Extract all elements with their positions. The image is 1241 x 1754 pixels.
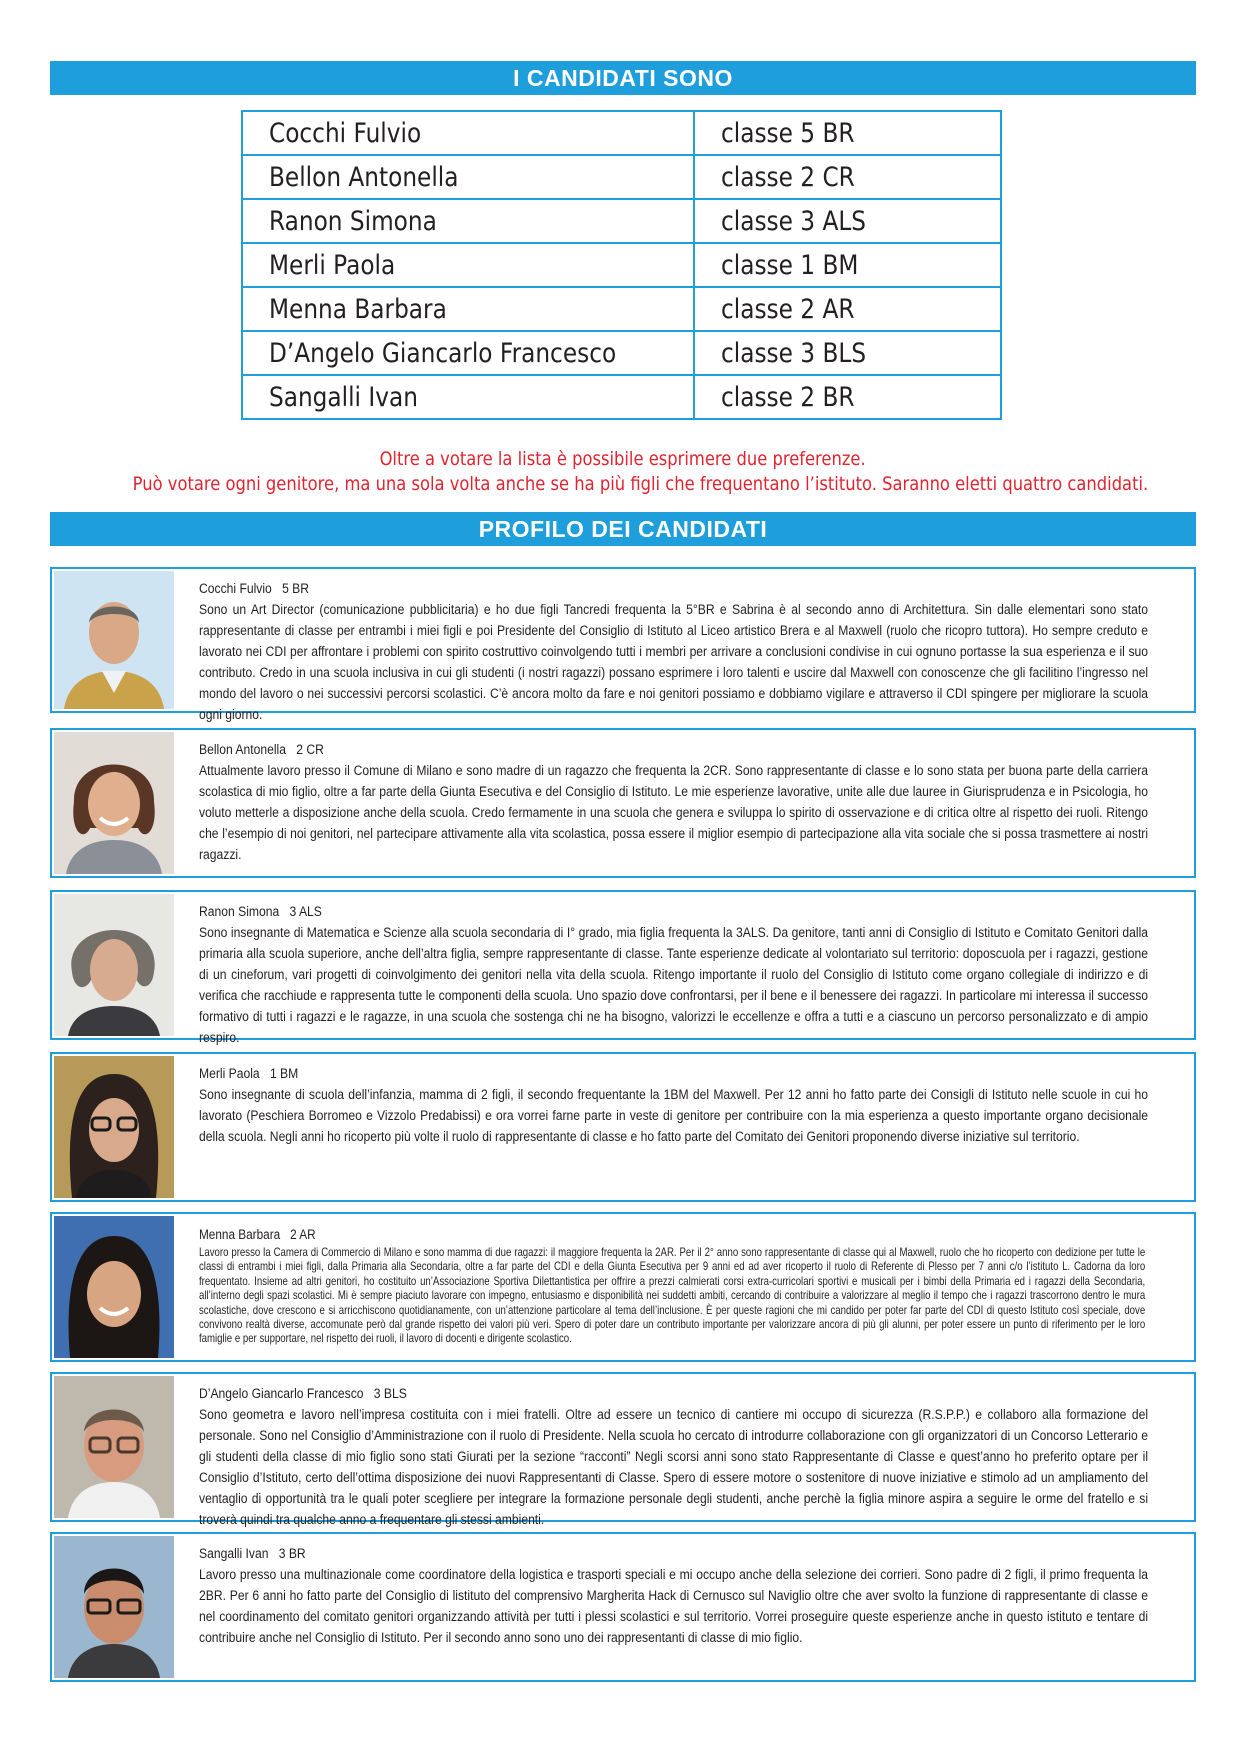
profile-name: D’Angelo Giancarlo Francesco [199,1386,364,1402]
portrait-image [54,1216,174,1358]
profile-card [50,1212,1196,1362]
profile-text [199,1384,1148,1532]
candidate-class: classe 2 CR [721,161,855,193]
profile-class: 3 BR [278,1546,306,1562]
table-row [242,243,1001,287]
profile-text [199,1224,1145,1347]
profile-text [199,902,1148,1050]
candidate-name: Ranon Simona [269,205,437,237]
candidate-photo [54,1216,174,1358]
candidates-header [50,61,1196,95]
profiles-header [50,512,1196,546]
candidate-class: classe 2 AR [721,293,855,325]
candidate-photo [54,894,174,1036]
candidate-class: classe 5 BR [721,117,855,149]
candidate-photo [54,571,174,709]
candidate-name: Bellon Antonella [269,161,459,193]
table-row [242,199,1001,243]
candidates-header-text: I CANDIDATI SONO [513,64,733,91]
candidate-photo [54,1536,174,1678]
profile-name: Cocchi Fulvio [199,581,272,597]
profile-name: Menna Barbara [199,1227,281,1243]
profile-name: Ranon Simona [199,904,280,920]
table-row [242,375,1001,419]
profile-class: 2 AR [290,1227,316,1243]
profile-class: 2 CR [296,742,324,758]
portrait-image [54,1536,174,1678]
profile-description: Sono insegnante di Matematica e Scienze alla scuola secondaria di I° grado, mia figlia frequenta la 3ALS. Da genitore, tanti anni di Consiglio di Istituto e Comitato Genitori dalla primaria alla scuola superiore, anche dell’altra figlia, sempre rappresentante di classe. Tante esperienze dedicate al volontariato sul territorio: doposcuola per i ragazzi, gestione di un cineforum, vari progetti di coinvolgimento dei genitori nella vita della scuola. Ritengo importante il ruolo del Consiglio di Istituto come organo collegiale di indirizzo e di verifica che racchiude e rappresenta tutte le componenti della scuola. Uno spazio dove confrontarsi, per il bene e il benessere dei ragazzi. In particolare mi interessa il successo formativo di tutti i ragazzi e le ragazze, in una scuola che sostenga chi ne ha bisogno, valorizzi le eccellenze e offra a tutti e a ciascuno un percorso personalizzato e di ampio respiro. [199,925,1149,1047]
table-row [242,331,1001,375]
portrait-image [54,732,174,874]
profile-class: 1 BM [269,1066,299,1082]
candidates-table [241,110,1002,420]
table-row [242,111,1001,155]
candidate-name: D’Angelo Giancarlo Francesco [269,337,617,369]
profile-card [50,1372,1196,1529]
profiles-header-text: PROFILO DEI CANDIDATI [478,515,768,542]
profile-name: Sangalli Ivan [199,1546,269,1562]
profile-card [50,728,1196,878]
profile-text [199,1544,1148,1649]
candidate-name: Sangalli Ivan [269,381,418,413]
profile-card [50,890,1196,1047]
candidate-photo [54,732,174,874]
profile-card [50,1532,1196,1682]
candidate-photo [54,1056,174,1198]
portrait-image [54,1376,174,1518]
profile-class: 3 ALS [289,904,322,920]
profile-class: 5 BR [282,581,310,597]
candidate-name: Cocchi Fulvio [269,117,422,149]
profile-card [50,567,1196,724]
table-row [242,155,1001,199]
profile-text [199,740,1148,866]
candidate-class: classe 1 BM [721,249,859,281]
candidate-name: Merli Paola [269,249,396,281]
profile-card [50,1052,1196,1202]
profile-name: Bellon Antonella [199,742,287,758]
candidate-class: classe 3 ALS [721,205,867,237]
candidate-photo [54,1376,174,1518]
candidate-name: Menna Barbara [269,293,447,325]
profile-description: Sono un Art Director (comunicazione pubblicitaria) e ho due figli Tancredi frequenta la 5°BR e Sabrina è al secondo anno di Architettura. Sin dalle elementari sono stato rappresentante di classe per entrambi i miei figli e poi Presidente del Consiglio di Istituto al Liceo artistico Brera e al Maxwell (ruolo che ricopro tuttora). Ho sempre creduto e lavorato nei CDI per affrontare i problemi con spirito costruttivo coinvolgendo tutti i membri per arrivare a conclusioni condivise in cui ognuno portasse la sua esperienza e il suo contributo. Credo in una scuola inclusiva in cui gli studenti (i nostri ragazzi) possano esprimere i loro talenti e uscire dal Maxwell con conoscenze che gli facilitino l’ingresso nel mondo del lavoro o nei successivi percorsi scolastici. C’è ancora molto da fare e noi genitori possiamo e dobbiamo vigilare e attraverso il CDI spingere per migliorare la scuola ogni giorno. [199,602,1149,724]
profile-text [199,1064,1148,1148]
profile-description: Sono geometra e lavoro nell’impresa costituita con i miei fratelli. Oltre ad essere un tecnico di cantiere mi occupo di sicurezza (R.S.P.P.) e collaboro alla formazione del personale. Sono nel Consiglio d’Amministrazione con il ruolo di Presidente. Nella scuola ho cercato di introdurre collaborazione con gli organizzatori di un Concorso Letterario e gli studenti della classe di mio figlio sono stati Giurati per la sezione “racconti” Negli scorsi anni sono stato Rappresentante di Classe e quest’anno ho preferito optare per il Consiglio d’Istituto, certo dell’ottima disposizione dei nuovi Rappresentanti di Classe. Spero di essere motore o sostenitore di nuove iniziative e stimolo ad un ampliamento del ventaglio di opportunità tra le quali poter scegliere per integrare la formazione personale degli studenti, anche perchè la figlia minore aspira a seguire le orme del fratello e si troverà quindi tra qualche anno a frequentare gli stessi ambienti. [199,1407,1149,1529]
portrait-image [54,571,174,709]
portrait-image [54,1056,174,1198]
profile-name: Merli Paola [199,1066,260,1082]
profile-description: Lavoro presso una multinazionale come coordinatore della logistica e trasporti speciali e mi occupo anche della selezione dei corrieri. Sono padre di 2 figli, il primo frequenta la 2BR. Per 6 anni ho fatto parte del Consiglio di listituto del comprensivo Margherita Hack di Cernusco sul Naviglio oltre che aver svolto la funzione di rappresentante di classe e nel coordinamento del comitato genitori organizzando attività per tutti i plessi scolastici e sul territorio. Vorrei proseguire queste esperienze anche in questo istituto e tentare di contribuire anche nel Consiglio di Istituto. Per il secondo anno sono uno dei rappresentanti di classe di mio figlio. [199,1567,1149,1647]
candidate-class: classe 2 BR [721,381,855,413]
profile-description: Attualmente lavoro presso il Comune di Milano e sono madre di un ragazzo che frequenta la 2CR. Sono rappresentante di classe e lo sono stata per buona parte della carriera scolastica di mio figlio, oltre a far parte della Giunta Esecutiva e del Consiglio di Istituto. Le mie esperienze lavorative, unite alle due lauree in Giurisprudenza e in Psicologia, ho voluto metterle a disposizione anche della scuola. Credo fermamente in una scuola che genera e sviluppa lo spirito di osservazione e di critica oltre al rispetto dei ruoli. Ritengo che l’esempio di noi genitori, nel partecipare attivamente alla vita scolastica, possa essere il miglior esempio di partecipazione alla vita sociale che si possa trasmettere ai nostri ragazzi. [199,763,1149,864]
profile-class: 3 BLS [373,1386,407,1402]
voting-note: Oltre a votare la lista è possibile esprimere due preferenze. [379,448,867,470]
profile-description: Sono insegnante di scuola dell’infanzia, mamma di 2 figli, il secondo frequentante la 1BM del Maxwell. Per 12 anni ho fatto parte dei Consigli di Istituto nelle scuole in cui ho lavorato (Peschiera Borromeo e Vizzolo Predabissi) e ora vorrei farne parte in veste di genitore per contribuire con la mia esperienza a questo importante organo decisionale della scuola. Negli anni ho ricoperto più volte il ruolo di rappresentante di classe e ho fatto parte del Comitato dei Genitori proponendo diverse iniziative sul territorio. [199,1087,1149,1146]
candidate-class: classe 3 BLS [721,337,867,369]
portrait-image [54,894,174,1036]
profile-description: Lavoro presso la Camera di Commercio di Milano e sono mamma di due ragazzi: il maggiore frequenta la 2AR. Per il 2° anno sono rappresentante di classe qui al Maxwell, ruolo che ho ricoperto con dedizione per tutte le classi di entrambi i miei figli, dalla Primaria alla Secondaria, oltre a far parte del CDI e della Giunta Esecutiva per 9 anni ed ad aver ricoperto il ruolo di Referente di Plesso per 7 anni c/o l’istituto L. Cadorna da loro frequentato. Insieme ad altri genitori, ho costituito un’Associazione Sportiva Dilettantistica per offrire a prezzi calmierati corsi extra-curricolari sportivi e musicali per i bimbi della Primaria ed i ragazzi della Secondaria, all’interno degli spazi scolastici. Mi è sempre piaciuto lavorare con impegno, entusiasmo e disponibilità nei suddetti ambiti, cercando di contribuire a valorizzare al meglio il tempo che i ragazzi trascorrono dentro le mura scolastiche, dove crescono e si arricchiscono quotidianamente, con un’attenzione particolare al tema dell’inclusione. È per queste ragioni che mi candido per poter far parte del CDI di questo Istituto così speciale, dove convivono realtà diverse, accomunate però dal grande rispetto dei valori più veri. Spero di poter dare un contributo importante per valorizzare ancora di più gli alunni, per poter essere un punto di riferimento per le loro famiglie e per supportare, nel rispetto dei ruoli, il lavoro di docenti e dirigente scolastico. [199,1246,1146,1346]
profile-text [199,579,1148,727]
table-row [242,287,1001,331]
voting-rules-note: Può votare ogni genitore, ma una sola volta anche se ha più figli che frequentano l’istituto. Saranno eletti quattro candidati. [132,473,1149,495]
